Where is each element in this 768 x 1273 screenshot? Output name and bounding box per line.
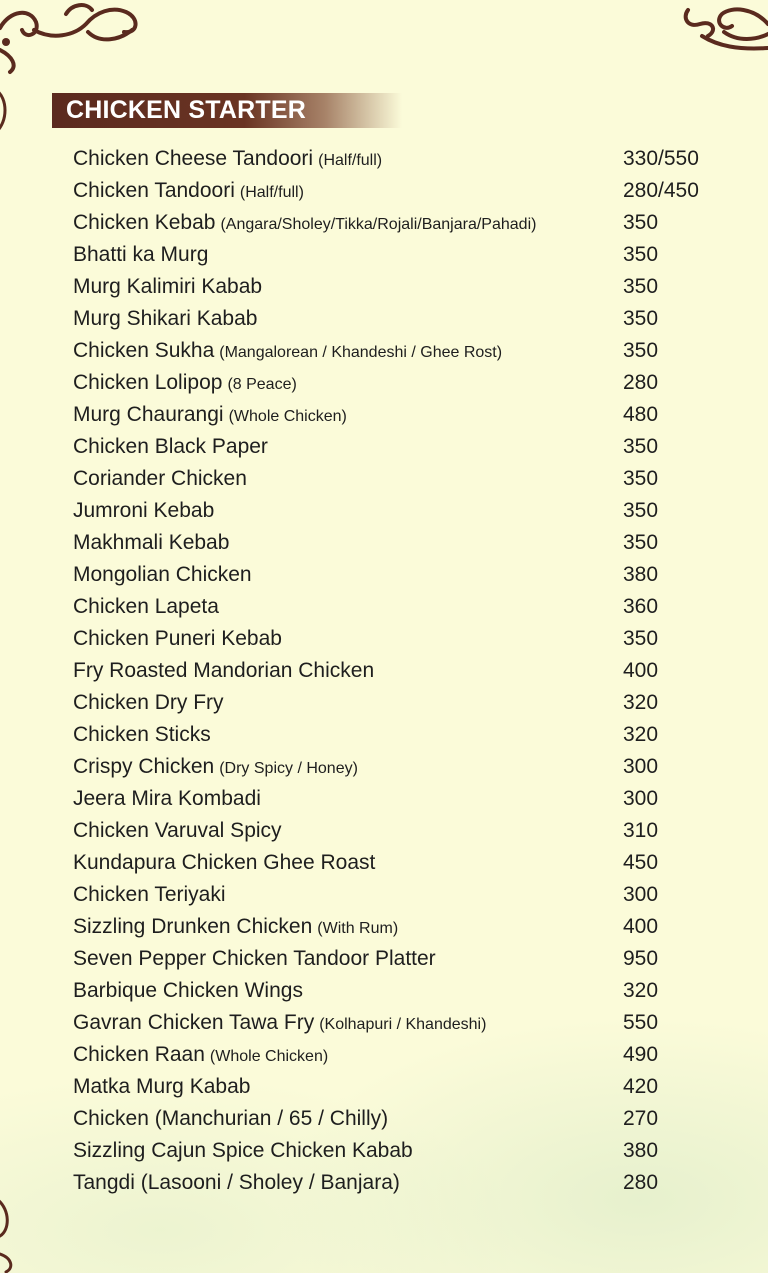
item-price: 420 (623, 1075, 659, 1098)
item-price: 490 (623, 1043, 659, 1066)
item-price: 310 (623, 819, 659, 842)
menu-item (73, 719, 713, 751)
menu-item (73, 367, 713, 399)
item-price: 480 (623, 403, 659, 426)
item-price: 320 (623, 979, 659, 1002)
item-note: (Whole Chicken) (209, 1048, 329, 1065)
section-title: CHICKEN STARTER (66, 96, 307, 124)
curl-ornament-bottom-left (0, 1196, 22, 1273)
item-price: 450 (623, 851, 659, 874)
item-price: 350 (623, 531, 659, 554)
menu-item (73, 911, 713, 943)
menu-item (73, 239, 713, 271)
item-price: 380 (623, 563, 659, 586)
item-name: Matka Murg Kabab (73, 1075, 251, 1098)
menu-item (73, 943, 713, 975)
menu-item (73, 591, 713, 623)
item-name: Chicken Varuval Spicy (73, 819, 282, 842)
item-note: (Kolhapuri / Khandeshi) (319, 1016, 487, 1033)
item-name: Murg Kalimiri Kabab (73, 275, 263, 298)
item-price: 280/450 (623, 179, 699, 202)
item-price: 280 (623, 1171, 659, 1194)
item-name: Tangdi (Lasooni / Sholey / Banjara) (73, 1171, 400, 1194)
curl-ornament-left (0, 88, 14, 134)
menu-item (73, 271, 713, 303)
item-price: 350 (623, 275, 659, 298)
item-price: 350 (623, 435, 659, 458)
menu-item (73, 1103, 713, 1135)
menu-item (73, 687, 713, 719)
menu-item (73, 431, 713, 463)
item-price: 350 (623, 339, 659, 362)
menu-item (73, 335, 713, 367)
item-name: Chicken (Manchurian / 65 / Chilly) (73, 1107, 389, 1130)
menu-item (73, 143, 713, 175)
item-name: Chicken Kebab (73, 211, 216, 234)
menu-item (73, 1135, 713, 1167)
item-price: 300 (623, 755, 659, 778)
item-price: 270 (623, 1107, 659, 1130)
item-price: 950 (623, 947, 659, 970)
menu-item (73, 495, 713, 527)
menu-item (73, 1007, 713, 1039)
item-price: 320 (623, 723, 659, 746)
item-price: 330/550 (623, 147, 699, 170)
section-header-bar (52, 93, 402, 128)
menu-item (73, 751, 713, 783)
item-name: Gavran Chicken Tawa Fry (73, 1011, 315, 1034)
scroll-ornament-top-left (0, 0, 160, 80)
item-price: 350 (623, 307, 659, 330)
item-name: Chicken Sticks (73, 723, 211, 746)
item-price: 360 (623, 595, 659, 618)
item-price: 300 (623, 883, 659, 906)
scroll-ornament-top-right (678, 0, 768, 56)
menu-item (73, 559, 713, 591)
item-name: Chicken Tandoori (73, 179, 235, 202)
item-price: 400 (623, 915, 659, 938)
item-name: Murg Shikari Kabab (73, 307, 258, 330)
item-price: 380 (623, 1139, 659, 1162)
item-price: 280 (623, 371, 659, 394)
item-price: 400 (623, 659, 659, 682)
item-note: (Half/full) (318, 152, 383, 169)
item-name: Mongolian Chicken (73, 563, 252, 586)
item-note: (8 Peace) (227, 376, 297, 393)
menu-item (73, 1071, 713, 1103)
menu-item (73, 655, 713, 687)
item-name: Makhmali Kebab (73, 531, 230, 554)
item-price: 300 (623, 787, 659, 810)
item-name: Crispy Chicken (73, 755, 215, 778)
menu-item (73, 207, 713, 239)
item-note: (Dry Spicy / Honey) (219, 760, 358, 777)
menu-item (73, 303, 713, 335)
menu-item (73, 623, 713, 655)
menu-item (73, 527, 713, 559)
item-note: (With Rum) (317, 920, 399, 937)
item-name: Coriander Chicken (73, 467, 247, 490)
menu-item (73, 783, 713, 815)
menu-item (73, 1167, 713, 1199)
item-name: Jumroni Kebab (73, 499, 215, 522)
item-price: 350 (623, 243, 659, 266)
menu-list (73, 143, 713, 1199)
item-price: 350 (623, 499, 659, 522)
item-name: Chicken Puneri Kebab (73, 627, 282, 650)
menu-item (73, 879, 713, 911)
item-name: Barbique Chicken Wings (73, 979, 303, 1002)
menu-item (73, 975, 713, 1007)
item-name: Jeera Mira Kombadi (73, 787, 261, 810)
menu-item (73, 399, 713, 431)
item-name: Chicken Dry Fry (73, 691, 224, 714)
item-price: 350 (623, 211, 659, 234)
item-note: (Whole Chicken) (228, 408, 347, 425)
menu-item (73, 175, 713, 207)
item-name: Chicken Raan (73, 1043, 205, 1066)
item-price: 350 (623, 467, 659, 490)
item-name: Chicken Lapeta (73, 595, 219, 618)
item-name: Fry Roasted Mandorian Chicken (73, 659, 375, 682)
item-name: Bhatti ka Murg (73, 243, 209, 266)
item-price: 350 (623, 627, 659, 650)
menu-item (73, 463, 713, 495)
menu-item (73, 1039, 713, 1071)
item-name: Seven Pepper Chicken Tandoor Platter (73, 947, 436, 970)
item-name: Sizzling Drunken Chicken (73, 915, 313, 938)
item-name: Chicken Sukha (73, 339, 215, 362)
item-name: Chicken Lolipop (73, 371, 223, 394)
menu-item (73, 815, 713, 847)
menu-item (73, 847, 713, 879)
item-note: (Angara/Sholey/Tikka/Rojali/Banjara/Pahadi) (220, 216, 537, 233)
item-name: Kundapura Chicken Ghee Roast (73, 851, 376, 874)
item-name: Chicken Teriyaki (73, 883, 226, 906)
item-name: Chicken Cheese Tandoori (73, 147, 314, 170)
item-note: (Half/full) (239, 184, 304, 201)
item-name: Chicken Black Paper (73, 435, 268, 458)
item-price: 550 (623, 1011, 659, 1034)
item-name: Sizzling Cajun Spice Chicken Kabab (73, 1139, 413, 1162)
item-note: (Mangalorean / Khandeshi / Ghee Rost) (219, 344, 503, 361)
item-price: 320 (623, 691, 659, 714)
item-name: Murg Chaurangi (73, 403, 224, 426)
